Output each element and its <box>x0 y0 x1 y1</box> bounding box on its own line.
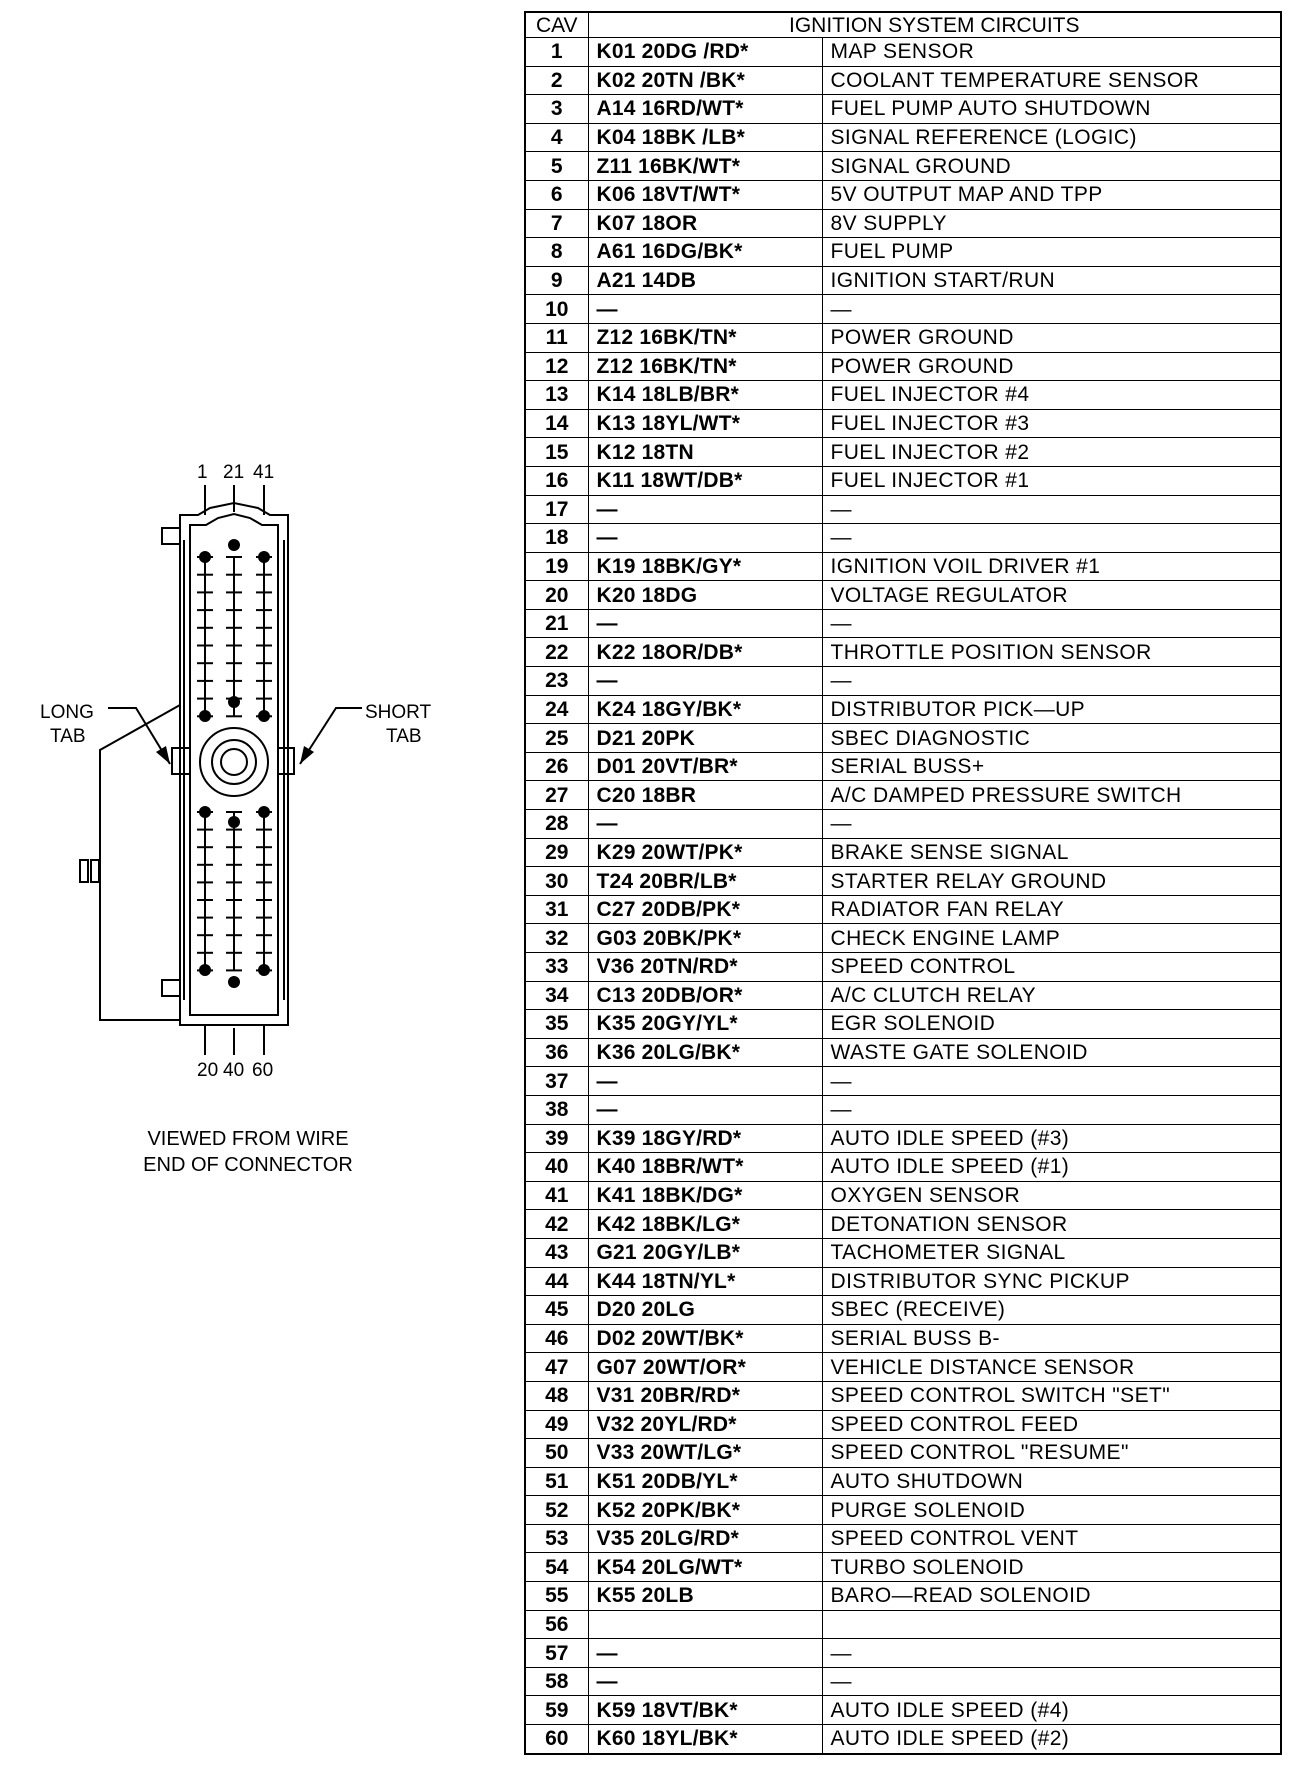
cav-cell: 46 <box>525 1324 588 1353</box>
pin-marker-10 <box>199 710 211 722</box>
wire-code-cell <box>588 1610 822 1639</box>
pin-marker-20 <box>199 964 211 976</box>
wire-code-cell: Z12 16BK/TN* <box>588 352 822 381</box>
function-cell: — <box>822 524 1281 553</box>
cav-cell: 3 <box>525 95 588 124</box>
function-cell: — <box>822 495 1281 524</box>
table-row <box>525 1467 1281 1496</box>
side-bracket <box>100 705 180 1020</box>
function-cell: FUEL INJECTOR #3 <box>822 409 1281 438</box>
table-row <box>525 1153 1281 1182</box>
function-cell: SPEED CONTROL <box>822 953 1281 982</box>
long-tab-label-line2: TAB <box>50 726 86 747</box>
pin-marker-40 <box>228 976 240 988</box>
table-row <box>525 1267 1281 1296</box>
function-cell: PURGE SOLENOID <box>822 1496 1281 1525</box>
cav-cell: 52 <box>525 1496 588 1525</box>
cav-cell: 31 <box>525 895 588 924</box>
cav-cell: 32 <box>525 924 588 953</box>
table-row <box>525 209 1281 238</box>
cav-cell: 4 <box>525 123 588 152</box>
function-cell: — <box>822 667 1281 696</box>
pin-marker-50 <box>258 710 270 722</box>
center-boss-outer <box>200 728 268 796</box>
cav-cell: 60 <box>525 1725 588 1754</box>
pin-marker-41 <box>258 551 270 563</box>
wire-code-cell: A61 16DG/BK* <box>588 238 822 267</box>
wire-code-cell: V33 20WT/LG* <box>588 1439 822 1468</box>
wire-code-cell: G07 20WT/OR* <box>588 1353 822 1382</box>
wire-code-cell: V32 20YL/RD* <box>588 1410 822 1439</box>
function-cell: — <box>822 295 1281 324</box>
cav-cell: 29 <box>525 838 588 867</box>
function-cell: SPEED CONTROL VENT <box>822 1524 1281 1553</box>
table-row <box>525 495 1281 524</box>
table-row <box>525 38 1281 67</box>
function-cell: DISTRIBUTOR SYNC PICKUP <box>822 1267 1281 1296</box>
function-cell: FUEL PUMP AUTO SHUTDOWN <box>822 95 1281 124</box>
wire-code-cell: D02 20WT/BK* <box>588 1324 822 1353</box>
cav-cell: 34 <box>525 981 588 1010</box>
cav-cell: 42 <box>525 1210 588 1239</box>
cav-cell: 55 <box>525 1582 588 1611</box>
function-cell: — <box>822 810 1281 839</box>
table-row <box>525 1210 1281 1239</box>
function-cell: SBEC DIAGNOSTIC <box>822 724 1281 753</box>
table-row <box>525 752 1281 781</box>
long-tab-label-line1: LONG <box>40 702 94 723</box>
pin-marker-11 <box>199 806 211 818</box>
bottom-lock-tab <box>162 980 180 996</box>
table-row <box>525 438 1281 467</box>
wire-code-cell: K35 20GY/YL* <box>588 1010 822 1039</box>
wire-code-cell: A21 14DB <box>588 266 822 295</box>
function-cell: VEHICLE DISTANCE SENSOR <box>822 1353 1281 1382</box>
wire-code-cell: D21 20PK <box>588 724 822 753</box>
wire-code-cell: V31 20BR/RD* <box>588 1381 822 1410</box>
top-pin-label-1: 1 <box>197 462 208 483</box>
function-cell: CHECK ENGINE LAMP <box>822 924 1281 953</box>
wire-code-cell: K14 18LB/BR* <box>588 381 822 410</box>
table-row <box>525 1238 1281 1267</box>
function-cell: AUTO SHUTDOWN <box>822 1467 1281 1496</box>
pin-marker-31 <box>228 816 240 828</box>
function-cell: OXYGEN SENSOR <box>822 1181 1281 1210</box>
cav-cell: 38 <box>525 1095 588 1124</box>
cav-cell: 56 <box>525 1610 588 1639</box>
table-row <box>525 1667 1281 1696</box>
function-cell: TURBO SOLENOID <box>822 1553 1281 1582</box>
table-row <box>525 409 1281 438</box>
cav-cell: 58 <box>525 1667 588 1696</box>
wire-code-cell: G21 20GY/LB* <box>588 1238 822 1267</box>
table-row <box>525 924 1281 953</box>
cav-cell: 59 <box>525 1696 588 1725</box>
cav-cell: 57 <box>525 1639 588 1668</box>
table-row <box>525 323 1281 352</box>
function-cell: BRAKE SENSE SIGNAL <box>822 838 1281 867</box>
function-cell: SIGNAL REFERENCE (LOGIC) <box>822 123 1281 152</box>
cav-cell: 39 <box>525 1124 588 1153</box>
function-cell: COOLANT TEMPERATURE SENSOR <box>822 66 1281 95</box>
side-clip-2 <box>91 860 99 882</box>
function-cell: — <box>822 1095 1281 1124</box>
table-row <box>525 1410 1281 1439</box>
table-row <box>525 552 1281 581</box>
function-cell: — <box>822 1639 1281 1668</box>
cav-cell: 18 <box>525 524 588 553</box>
table-row <box>525 381 1281 410</box>
table-row <box>525 1181 1281 1210</box>
table-row <box>525 123 1281 152</box>
function-cell: SPEED CONTROL "RESUME" <box>822 1439 1281 1468</box>
top-pin-label-41: 41 <box>253 462 275 483</box>
wire-code-cell: K44 18TN/YL* <box>588 1267 822 1296</box>
cav-cell: 19 <box>525 552 588 581</box>
table-row <box>525 524 1281 553</box>
function-cell: SIGNAL GROUND <box>822 152 1281 181</box>
table-row <box>525 1296 1281 1325</box>
table-row <box>525 466 1281 495</box>
wire-code-cell: Z12 16BK/TN* <box>588 323 822 352</box>
function-cell: AUTO IDLE SPEED (#1) <box>822 1153 1281 1182</box>
cav-cell: 10 <box>525 295 588 324</box>
cav-cell: 25 <box>525 724 588 753</box>
short-tab-label-line1: SHORT <box>365 702 432 723</box>
table-row <box>525 352 1281 381</box>
cav-cell: 6 <box>525 180 588 209</box>
wire-code-cell: K60 18YL/BK* <box>588 1725 822 1754</box>
wire-code-cell: K55 20LB <box>588 1582 822 1611</box>
function-cell: WASTE GATE SOLENOID <box>822 1038 1281 1067</box>
cav-cell: 53 <box>525 1524 588 1553</box>
table-row <box>525 1524 1281 1553</box>
function-cell: BARO—READ SOLENOID <box>822 1582 1281 1611</box>
cav-cell: 50 <box>525 1439 588 1468</box>
header-cav: CAV <box>525 12 588 38</box>
wire-code-cell: — <box>588 295 822 324</box>
function-cell: VOLTAGE REGULATOR <box>822 581 1281 610</box>
table-row <box>525 266 1281 295</box>
table-row <box>525 180 1281 209</box>
wire-code-cell: K40 18BR/WT* <box>588 1153 822 1182</box>
function-cell: SERIAL BUSS B- <box>822 1324 1281 1353</box>
table-header-row <box>525 12 1281 38</box>
wire-code-cell: G03 20BK/PK* <box>588 924 822 953</box>
cav-cell: 5 <box>525 152 588 181</box>
cav-cell: 51 <box>525 1467 588 1496</box>
function-cell: EGR SOLENOID <box>822 1010 1281 1039</box>
table-row <box>525 1095 1281 1124</box>
cav-cell: 36 <box>525 1038 588 1067</box>
pin-marker-60 <box>258 964 270 976</box>
wire-code-cell: V35 20LG/RD* <box>588 1524 822 1553</box>
table-row <box>525 1124 1281 1153</box>
table-row <box>525 1496 1281 1525</box>
cav-cell: 41 <box>525 1181 588 1210</box>
wire-code-cell: K02 20TN /BK* <box>588 66 822 95</box>
table-row <box>525 1324 1281 1353</box>
table-row <box>525 1582 1281 1611</box>
cav-cell: 14 <box>525 409 588 438</box>
cav-cell: 12 <box>525 352 588 381</box>
wire-code-cell: K06 18VT/WT* <box>588 180 822 209</box>
wire-code-cell: K11 18WT/DB* <box>588 466 822 495</box>
function-cell: IGNITION START/RUN <box>822 266 1281 295</box>
cav-cell: 17 <box>525 495 588 524</box>
table-row <box>525 609 1281 638</box>
wire-code-cell: K59 18VT/BK* <box>588 1696 822 1725</box>
cav-cell: 27 <box>525 781 588 810</box>
function-cell: AUTO IDLE SPEED (#2) <box>822 1725 1281 1754</box>
table-row <box>525 1381 1281 1410</box>
wire-code-cell: K39 18GY/RD* <box>588 1124 822 1153</box>
function-cell: 8V SUPPLY <box>822 209 1281 238</box>
table-row <box>525 581 1281 610</box>
wire-code-cell: — <box>588 667 822 696</box>
cav-cell: 37 <box>525 1067 588 1096</box>
short-tab-label-line2: TAB <box>386 726 422 747</box>
function-cell: STARTER RELAY GROUND <box>822 867 1281 896</box>
function-cell: FUEL PUMP <box>822 238 1281 267</box>
table-row <box>525 66 1281 95</box>
wire-code-cell: — <box>588 524 822 553</box>
wire-code-cell: K24 18GY/BK* <box>588 695 822 724</box>
cav-cell: 9 <box>525 266 588 295</box>
cav-cell: 49 <box>525 1410 588 1439</box>
center-boss-middle <box>212 740 256 784</box>
header-title: IGNITION SYSTEM CIRCUITS <box>588 12 1281 38</box>
table-row <box>525 867 1281 896</box>
wire-code-cell: Z11 16BK/WT* <box>588 152 822 181</box>
wire-code-cell: A14 16RD/WT* <box>588 95 822 124</box>
table-row <box>525 724 1281 753</box>
function-cell: FUEL INJECTOR #2 <box>822 438 1281 467</box>
wire-code-cell: — <box>588 1667 822 1696</box>
bottom-pin-label-40: 40 <box>223 1060 245 1081</box>
function-cell: AUTO IDLE SPEED (#4) <box>822 1696 1281 1725</box>
table-row <box>525 638 1281 667</box>
cav-cell: 40 <box>525 1153 588 1182</box>
cav-cell: 22 <box>525 638 588 667</box>
table-row <box>525 1639 1281 1668</box>
pin-ticks <box>197 557 272 970</box>
cav-cell: 15 <box>525 438 588 467</box>
long-tab-arrowhead <box>156 746 170 764</box>
cav-cell: 20 <box>525 581 588 610</box>
short-tab <box>278 748 294 774</box>
wire-code-cell: T24 20BR/LB* <box>588 867 822 896</box>
pin-marker-51 <box>258 806 270 818</box>
wire-code-cell: K12 18TN <box>588 438 822 467</box>
top-pin-label-21: 21 <box>223 462 245 483</box>
wire-code-cell: K01 20DG /RD* <box>588 38 822 67</box>
table-row <box>525 152 1281 181</box>
table-row <box>525 838 1281 867</box>
pin-marker-1 <box>199 551 211 563</box>
cav-cell: 47 <box>525 1353 588 1382</box>
wire-code-cell: K41 18BK/DG* <box>588 1181 822 1210</box>
cav-cell: 28 <box>525 810 588 839</box>
function-cell: SPEED CONTROL SWITCH "SET" <box>822 1381 1281 1410</box>
table-row <box>525 1439 1281 1468</box>
wire-code-cell: C27 20DB/PK* <box>588 895 822 924</box>
wire-code-cell: — <box>588 810 822 839</box>
wire-code-cell: K52 20PK/BK* <box>588 1496 822 1525</box>
pin-marker-30 <box>228 696 240 708</box>
cav-cell: 23 <box>525 667 588 696</box>
function-cell: DISTRIBUTOR PICK—UP <box>822 695 1281 724</box>
table-row <box>525 810 1281 839</box>
function-cell: FUEL INJECTOR #1 <box>822 466 1281 495</box>
wire-code-cell: — <box>588 609 822 638</box>
table-row <box>525 95 1281 124</box>
table-row <box>525 695 1281 724</box>
function-cell: — <box>822 1067 1281 1096</box>
cav-cell: 13 <box>525 381 588 410</box>
caption-line2: END OF CONNECTOR <box>143 1154 353 1176</box>
table-row <box>525 1725 1281 1754</box>
wire-code-cell: K29 20WT/PK* <box>588 838 822 867</box>
wire-code-cell: C13 20DB/OR* <box>588 981 822 1010</box>
function-cell: SPEED CONTROL FEED <box>822 1410 1281 1439</box>
wire-code-cell: K04 18BK /LB* <box>588 123 822 152</box>
table-row <box>525 1038 1281 1067</box>
wire-code-cell: K19 18BK/GY* <box>588 552 822 581</box>
function-cell: IGNITION VOIL DRIVER #1 <box>822 552 1281 581</box>
wire-code-cell: — <box>588 1639 822 1668</box>
wire-code-cell: C20 18BR <box>588 781 822 810</box>
function-cell <box>822 1610 1281 1639</box>
table-row <box>525 1610 1281 1639</box>
table-row <box>525 1696 1281 1725</box>
table-body <box>525 38 1281 1754</box>
cav-cell: 26 <box>525 752 588 781</box>
function-cell: SERIAL BUSS+ <box>822 752 1281 781</box>
cav-cell: 2 <box>525 66 588 95</box>
function-cell: — <box>822 609 1281 638</box>
wire-code-cell: — <box>588 495 822 524</box>
table-row <box>525 295 1281 324</box>
table-row <box>525 1067 1281 1096</box>
cav-cell: 11 <box>525 323 588 352</box>
cav-cell: 1 <box>525 38 588 67</box>
wire-code-cell: K36 20LG/BK* <box>588 1038 822 1067</box>
function-cell: 5V OUTPUT MAP AND TPP <box>822 180 1281 209</box>
wire-code-cell: K54 20LG/WT* <box>588 1553 822 1582</box>
table-row <box>525 981 1281 1010</box>
center-boss-inner <box>221 749 247 775</box>
cav-cell: 48 <box>525 1381 588 1410</box>
pin-marker-21 <box>228 539 240 551</box>
cav-cell: 30 <box>525 867 588 896</box>
bottom-pin-label-20: 20 <box>197 1060 219 1081</box>
function-cell: RADIATOR FAN RELAY <box>822 895 1281 924</box>
table-row <box>525 1010 1281 1039</box>
table-row <box>525 953 1281 982</box>
bottom-pin-label-60: 60 <box>252 1060 274 1081</box>
function-cell: MAP SENSOR <box>822 38 1281 67</box>
table-row <box>525 1553 1281 1582</box>
cav-cell: 7 <box>525 209 588 238</box>
side-clip-1 <box>80 860 88 882</box>
table-row <box>525 667 1281 696</box>
function-cell: A/C CLUTCH RELAY <box>822 981 1281 1010</box>
function-cell: POWER GROUND <box>822 323 1281 352</box>
function-cell: TACHOMETER SIGNAL <box>822 1238 1281 1267</box>
cav-cell: 24 <box>525 695 588 724</box>
table-row <box>525 238 1281 267</box>
cav-cell: 54 <box>525 1553 588 1582</box>
cav-cell: 45 <box>525 1296 588 1325</box>
function-cell: SBEC (RECEIVE) <box>822 1296 1281 1325</box>
caption-line1: VIEWED FROM WIRE <box>147 1128 349 1150</box>
wire-code-cell: K22 18OR/DB* <box>588 638 822 667</box>
cav-cell: 16 <box>525 466 588 495</box>
top-lock-tab <box>162 528 180 544</box>
short-tab-arrowhead <box>300 746 314 764</box>
cav-cell: 8 <box>525 238 588 267</box>
table-row <box>525 781 1281 810</box>
wire-code-cell: — <box>588 1067 822 1096</box>
wire-code-cell: K20 18DG <box>588 581 822 610</box>
function-cell: POWER GROUND <box>822 352 1281 381</box>
cav-cell: 35 <box>525 1010 588 1039</box>
wire-code-cell: K07 18OR <box>588 209 822 238</box>
function-cell: DETONATION SENSOR <box>822 1210 1281 1239</box>
cav-cell: 33 <box>525 953 588 982</box>
wire-code-cell: K51 20DB/YL* <box>588 1467 822 1496</box>
cav-cell: 21 <box>525 609 588 638</box>
ignition-circuits-table <box>524 11 1282 1755</box>
cav-cell: 44 <box>525 1267 588 1296</box>
wire-code-cell: K42 18BK/LG* <box>588 1210 822 1239</box>
wire-code-cell: V36 20TN/RD* <box>588 953 822 982</box>
table-row <box>525 895 1281 924</box>
wire-code-cell: D20 20LG <box>588 1296 822 1325</box>
wire-code-cell: D01 20VT/BR* <box>588 752 822 781</box>
function-cell: AUTO IDLE SPEED (#3) <box>822 1124 1281 1153</box>
function-cell: — <box>822 1667 1281 1696</box>
function-cell: FUEL INJECTOR #4 <box>822 381 1281 410</box>
cav-cell: 43 <box>525 1238 588 1267</box>
table-row <box>525 1353 1281 1382</box>
function-cell: A/C DAMPED PRESSURE SWITCH <box>822 781 1281 810</box>
wire-code-cell: K13 18YL/WT* <box>588 409 822 438</box>
function-cell: THROTTLE POSITION SENSOR <box>822 638 1281 667</box>
connector-diagram <box>0 0 520 1792</box>
wire-code-cell: — <box>588 1095 822 1124</box>
